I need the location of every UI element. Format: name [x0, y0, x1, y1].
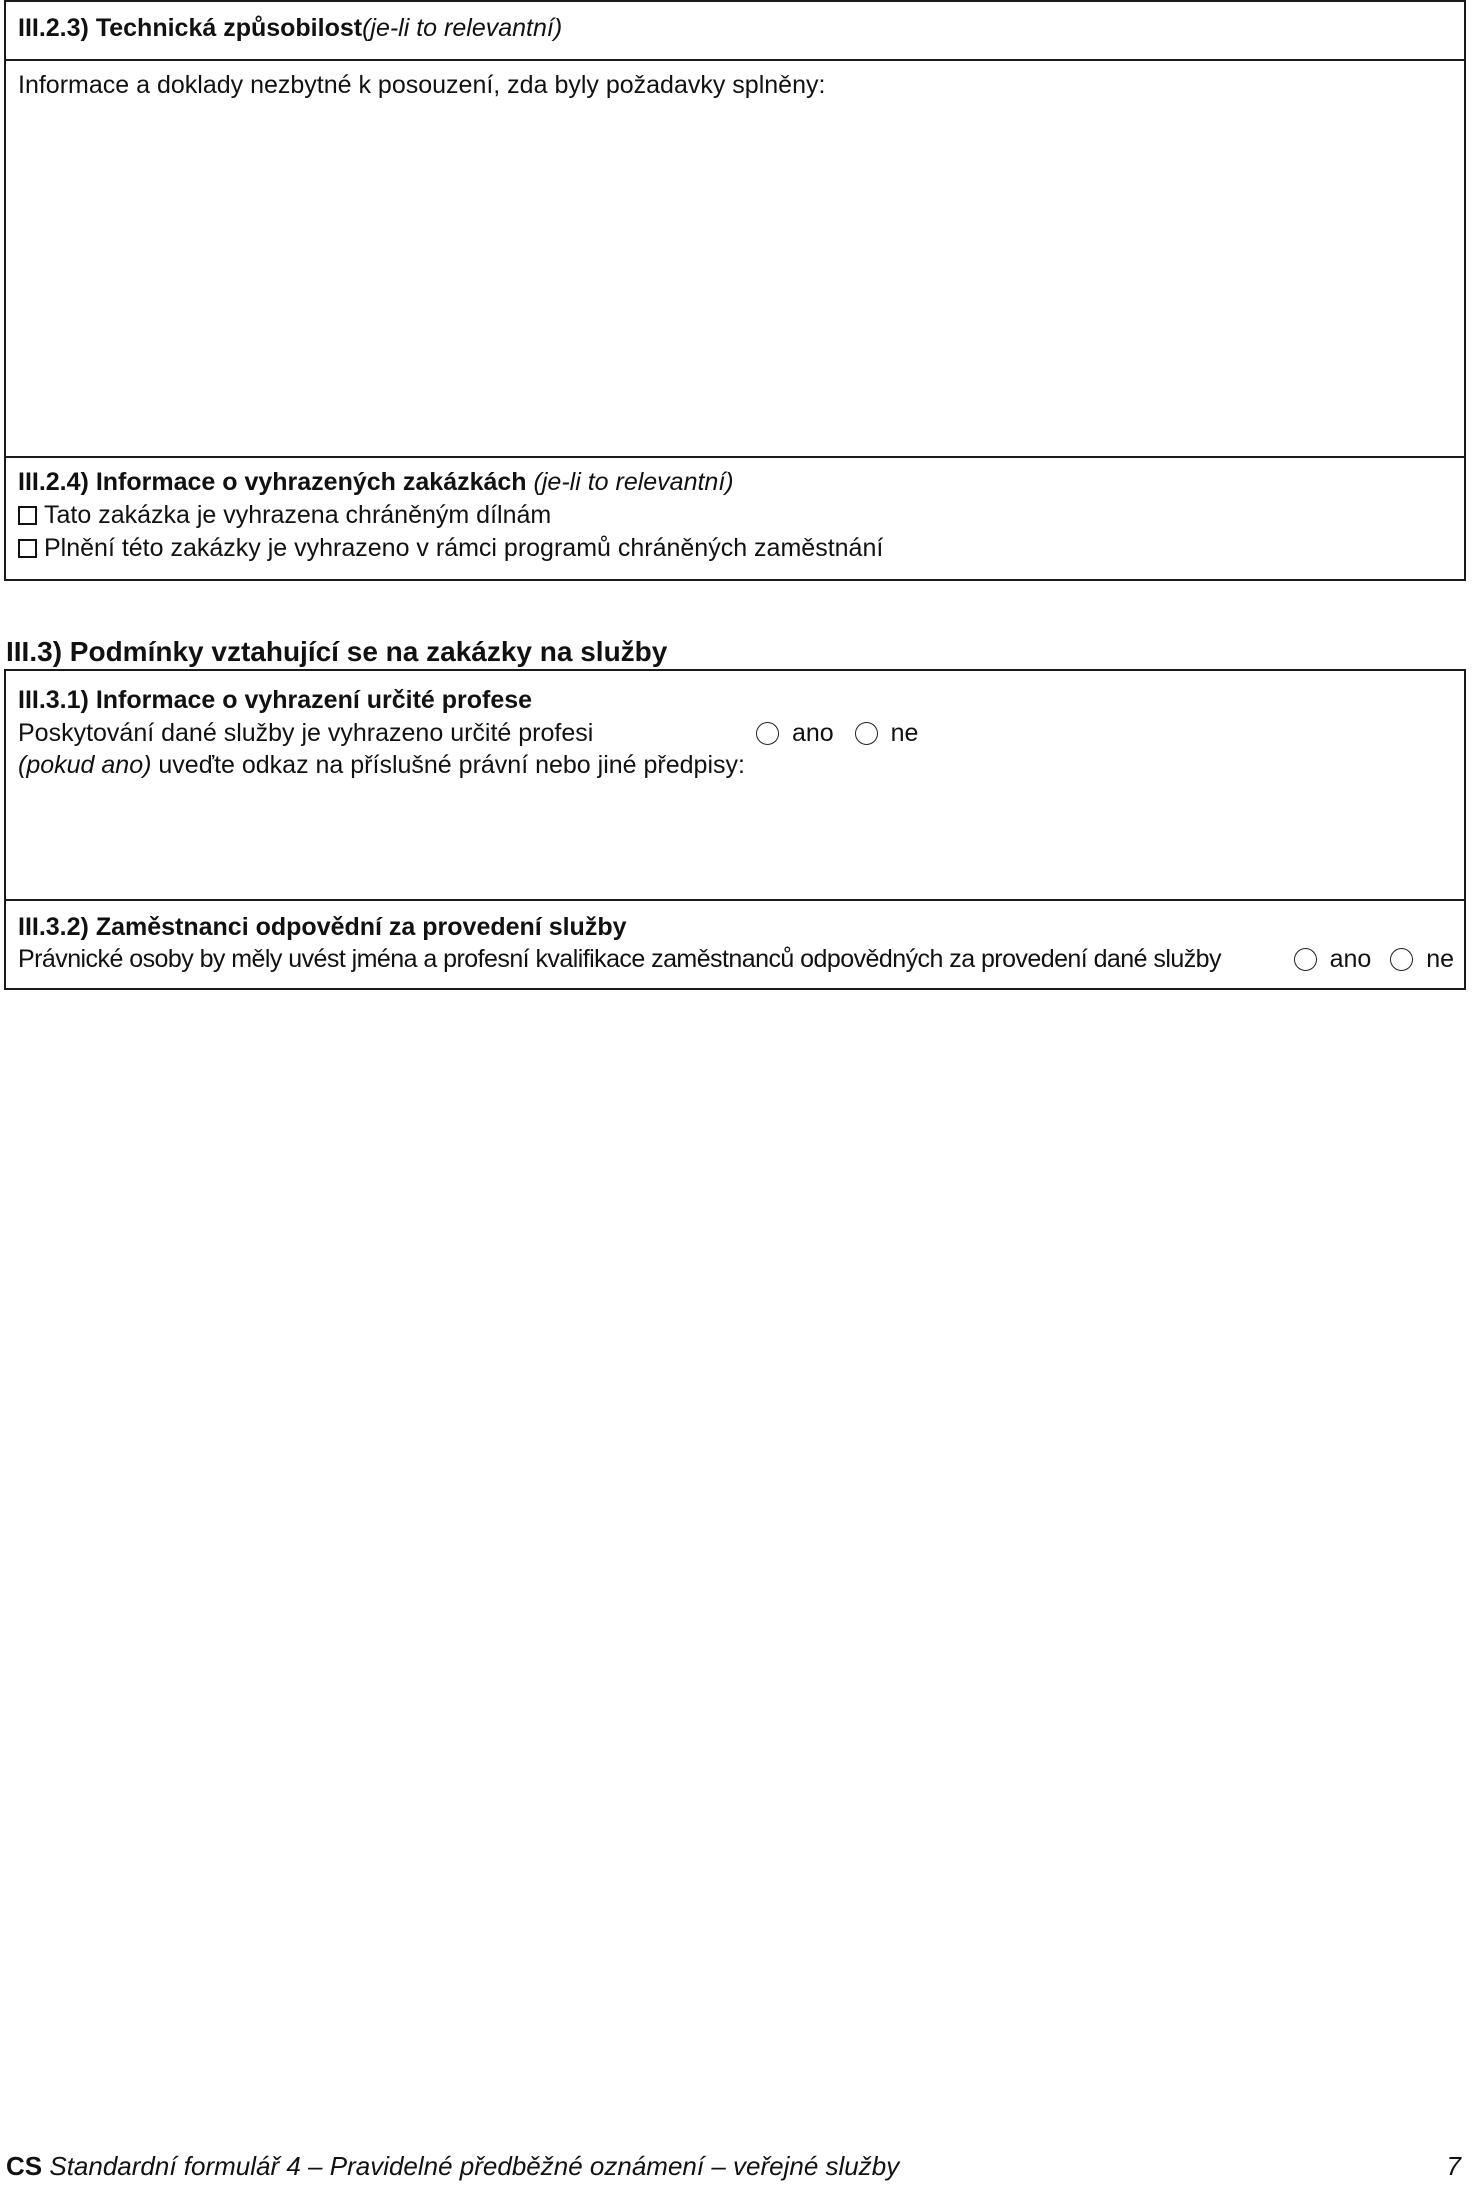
staff-radio-group — [1294, 943, 1454, 976]
profession-question: Poskytování dané služby je vyhrazeno určité profesi — [18, 719, 594, 747]
section-iii-3-1 — [6, 671, 1464, 901]
radio-yes[interactable] — [756, 722, 779, 745]
radio-no[interactable] — [855, 722, 878, 745]
section-title: Technická způsobilost — [95, 14, 363, 42]
section-iii-2-3-body[interactable] — [6, 61, 1464, 458]
section-title: Informace o vyhrazených zakázkách — [95, 468, 527, 496]
option-label: Plnění této zakázky je vyhrazeno v rámci programů chráněných zaměstnání — [44, 534, 884, 562]
sheltered-employment-option[interactable] — [18, 532, 883, 565]
radio-no[interactable] — [1390, 948, 1413, 971]
staff-question: Právnické osoby by měly uvést jména a profesní kvalifikace zaměstnanců odpovědných za provedení dané služby — [18, 945, 1221, 973]
section-qualifier: (je-li to relevantní) — [533, 468, 734, 496]
section-title: Informace o vyhrazení určité profese — [95, 686, 533, 714]
section-iii-3-title: III.3) Podmínky vztahující se na zakázky na služby — [6, 636, 668, 667]
section-number: III.3.1) — [18, 686, 89, 714]
followup-qualifier: (pokud ano) — [18, 751, 152, 779]
radio-yes-label: ano — [1329, 945, 1372, 973]
radio-yes-label: ano — [791, 719, 834, 747]
radio-no-label: ne — [890, 719, 919, 747]
section-iii-2-3-header — [6, 2, 1464, 61]
section-qualifier: (je-li to relevantní) — [362, 14, 563, 42]
section-iii-2-4 — [6, 458, 1464, 579]
requirements-prompt: Informace a doklady nezbytné k posouzení, zda byly požadavky splněny: — [18, 71, 826, 99]
radio-no-label: ne — [1426, 945, 1454, 973]
sheltered-workshops-option[interactable] — [18, 499, 551, 532]
technical-capacity-box — [4, 0, 1466, 581]
footer-language: CS — [6, 2151, 43, 2181]
service-conditions-box — [4, 669, 1466, 990]
page-footer — [6, 2150, 899, 2184]
section-iii-3-2 — [6, 901, 1464, 988]
footer-text: Standardní formulář 4 – Pravidelné předběžné oznámení – veřejné služby — [49, 2151, 900, 2181]
section-title: Zaměstnanci odpovědní za provedení služby — [95, 913, 627, 941]
checkbox-icon[interactable] — [18, 539, 37, 558]
section-number: III.2.4) — [18, 468, 89, 496]
checkbox-icon[interactable] — [18, 506, 37, 525]
followup-prompt: uveďte odkaz na příslušné právní nebo jiné předpisy: — [158, 751, 745, 779]
section-number: III.3.2) — [18, 913, 89, 941]
page-number: 7 — [1446, 2151, 1461, 2181]
profession-radio-group — [756, 717, 918, 750]
section-number: III.2.3) — [18, 14, 89, 42]
option-label: Tato zakázka je vyhrazena chráněným dílnám — [44, 501, 552, 529]
radio-yes[interactable] — [1294, 948, 1317, 971]
